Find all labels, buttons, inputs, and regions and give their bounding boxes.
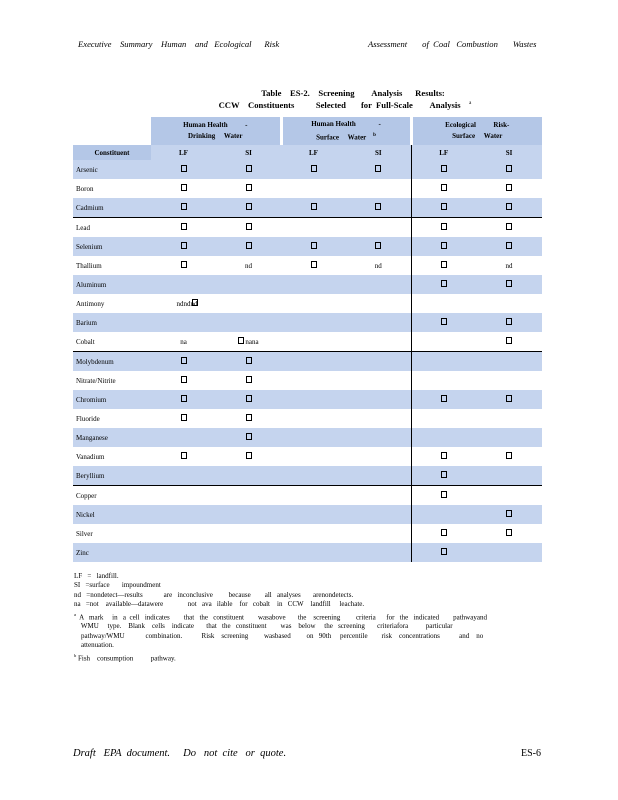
running-header-right: Assessment of Coal Combustion Wastes: [368, 39, 537, 49]
footnote-na: na =not available—datawere not ava ilable for cobalt in CCW landfill leachate.: [74, 600, 365, 609]
footer-disclaimer: Draft EPA document. Do not cite or quote.: [73, 748, 287, 759]
constituent-name: Lead: [73, 218, 151, 238]
exceedance-mark-icon: [311, 203, 317, 210]
result-cell: [411, 371, 476, 390]
result-cell: [346, 294, 411, 313]
footnote-a-sup: a: [74, 611, 76, 617]
result-cell: [281, 486, 346, 506]
group-header-sup: b: [373, 132, 376, 138]
constituent-name: Fluoride: [76, 414, 100, 423]
footnote-a-line1: A mark in a cell indicates that the constituent wasabove the screening criteria for the indicated pathwayand: [76, 612, 487, 621]
exceedance-mark-icon: [506, 395, 512, 402]
table-row: [73, 198, 542, 218]
cell-text-wrap: [176, 299, 198, 308]
result-cell: [151, 447, 216, 466]
group-header-spacer: [73, 117, 151, 145]
exceedance-mark-icon: [441, 548, 447, 555]
constituent-name: Silver: [76, 529, 93, 538]
table-row: [73, 275, 542, 294]
result-cell: [476, 486, 542, 506]
constituent-name: Aluminum: [73, 275, 151, 294]
exceedance-mark-icon: [246, 242, 252, 249]
result-cell: [151, 313, 216, 332]
result-cell: [281, 390, 346, 409]
exceedance-mark-icon: [506, 203, 512, 210]
result-cell: [216, 466, 281, 486]
result-cell: [476, 428, 542, 447]
exceedance-mark-icon: [441, 203, 447, 210]
exceedance-mark-icon: [181, 165, 187, 172]
result-cell: [476, 332, 542, 352]
table-row: [73, 160, 542, 179]
result-cell: [216, 275, 281, 294]
result-cell: [411, 447, 476, 466]
result-cell: [411, 313, 476, 332]
result-cell: [216, 524, 281, 543]
exceedance-mark-icon: [506, 242, 512, 249]
result-cell: [476, 160, 542, 179]
table-row: [73, 466, 542, 486]
result-cell: [476, 313, 542, 332]
result-cell: [216, 313, 281, 332]
subheader-si: SI: [476, 145, 542, 160]
result-cell: [346, 237, 411, 256]
subheader-lf: LF: [411, 145, 476, 160]
group-header-line1: Human Health -: [311, 119, 381, 128]
exceedance-mark-icon: [246, 433, 252, 440]
result-cell: [476, 198, 542, 218]
result-cell: [281, 352, 346, 372]
result-cell: [346, 332, 411, 352]
result-cell: [281, 428, 346, 447]
table-caption-line1: Table ES-2. Screening Analysis Results:: [261, 88, 445, 98]
result-cell: [411, 524, 476, 543]
table-row: [73, 218, 542, 238]
result-cell: [151, 466, 216, 486]
table-row: [73, 390, 542, 409]
exceedance-mark-icon: [506, 318, 512, 325]
result-cell: [346, 198, 411, 218]
result-cell: [216, 179, 281, 198]
footnote-b-sup: b: [74, 652, 77, 658]
result-cell: [476, 237, 542, 256]
result-cell: [216, 371, 281, 390]
result-cell: [476, 275, 542, 294]
result-cell: [411, 428, 476, 447]
result-cell: [216, 428, 281, 447]
table-row: [73, 428, 542, 447]
subheader-lf: LF: [151, 145, 216, 160]
result-cell: [151, 428, 216, 447]
result-cell: [281, 466, 346, 486]
constituent-name: Nitrate/Nitrite: [76, 376, 116, 385]
exceedance-mark-icon: [181, 203, 187, 210]
exceedance-mark-icon: [246, 203, 252, 210]
exceedance-mark-icon: [441, 223, 447, 230]
result-cell: [216, 160, 281, 179]
exceedance-mark-icon: [506, 280, 512, 287]
exceedance-mark-icon: [441, 261, 447, 268]
exceedance-mark-icon: [441, 184, 447, 191]
subheader-si: SI: [216, 145, 281, 160]
constituent-name: Cobalt: [76, 337, 95, 346]
exceedance-mark-icon: [246, 376, 252, 383]
result-cell: [281, 543, 346, 562]
result-cell: [411, 218, 476, 238]
result-cell: [476, 409, 542, 428]
table-row: [73, 447, 542, 466]
result-cell: [281, 524, 346, 543]
constituent-header: Constituent: [73, 145, 151, 160]
result-cell: [151, 198, 216, 218]
cell-text: nana: [245, 338, 259, 346]
exceedance-mark-icon: [181, 357, 187, 364]
group-header-line2: Surface Water: [316, 133, 367, 142]
result-cell: [346, 543, 411, 562]
result-cell: [476, 447, 542, 466]
exceedance-mark-icon: [441, 165, 447, 172]
result-cell: nd: [245, 261, 252, 270]
table-caption-line2-text: CCW Constituents Selected for Full-Scale Analysis: [218, 100, 461, 110]
screening-results-table: [73, 117, 542, 562]
constituent-name: Barium: [73, 313, 151, 332]
exceedance-mark-icon: [246, 414, 252, 421]
table-row: [73, 179, 542, 198]
exceedance-mark-icon: [238, 337, 244, 344]
table-row: [73, 256, 542, 275]
result-cell: [411, 198, 476, 218]
group-header-ecological: [411, 117, 542, 145]
result-cell: [281, 179, 346, 198]
result-cell: [281, 505, 346, 524]
result-cell: [151, 524, 216, 543]
exceedance-mark-icon: [506, 529, 512, 536]
result-cell: [151, 237, 216, 256]
exceedance-mark-icon: [441, 529, 447, 536]
result-cell: [411, 486, 476, 506]
result-cell: [216, 486, 281, 506]
result-cell: [281, 275, 346, 294]
result-cell: [411, 294, 476, 313]
result-cell: [151, 505, 216, 524]
result-cell: [216, 237, 281, 256]
group-header-line1: Ecological Risk-: [445, 121, 510, 129]
footnote-si: SI =surface impoundment: [74, 581, 161, 590]
exceedance-mark-icon: [246, 395, 252, 402]
result-cell: [411, 179, 476, 198]
result-cell: [216, 352, 281, 372]
constituent-name: Zinc: [73, 543, 151, 562]
result-cell: [411, 505, 476, 524]
exceedance-mark-icon: [441, 395, 447, 402]
result-cell: [151, 218, 216, 238]
subheader-si: SI: [346, 145, 411, 160]
footnote-b: [74, 651, 544, 664]
table-footnotes: [74, 572, 544, 663]
result-cell: [476, 524, 542, 543]
result-cell: [281, 447, 346, 466]
footnote-b-text: Fish consumption pathway.: [76, 653, 176, 662]
result-cell: [411, 409, 476, 428]
result-cell: [411, 332, 476, 352]
result-cell: [476, 543, 542, 562]
exceedance-mark-icon: [181, 261, 187, 268]
constituent-name: Vanadium: [76, 452, 105, 461]
constituent-name: Thallium: [76, 261, 102, 270]
result-cell: [151, 179, 216, 198]
result-cell: [281, 371, 346, 390]
result-cell: [476, 294, 542, 313]
result-cell: [476, 371, 542, 390]
exceedance-mark-icon: [311, 242, 317, 249]
result-cell: [346, 371, 411, 390]
result-cell: [346, 466, 411, 486]
result-cell: [346, 160, 411, 179]
constituent-name: Nickel: [73, 505, 151, 524]
exceedance-mark-icon: [246, 223, 252, 230]
result-cell: [216, 543, 281, 562]
result-cell: [476, 505, 542, 524]
result-cell: [411, 237, 476, 256]
result-cell: [151, 486, 216, 506]
result-cell: [346, 179, 411, 198]
table-row: [73, 524, 542, 543]
result-cell: [346, 390, 411, 409]
subheader-row: [73, 145, 542, 160]
result-cell: [476, 352, 542, 372]
result-cell: [411, 466, 476, 486]
result-cell: [216, 294, 281, 313]
result-cell: [346, 218, 411, 238]
result-cell: [281, 237, 346, 256]
running-header-left: Executive Summary Human and Ecological Risk: [78, 39, 280, 49]
result-cell: nd: [374, 261, 382, 270]
exceedance-mark-icon: [181, 414, 187, 421]
exceedance-mark-icon: [506, 337, 512, 344]
result-cell: [151, 409, 216, 428]
constituent-name: Chromium: [73, 390, 151, 409]
table-caption-line2: [36, 100, 618, 110]
footnote-a-line4: attenuation.: [74, 641, 114, 650]
exceedance-mark-icon: [375, 165, 381, 172]
result-cell: [411, 352, 476, 372]
result-cell: [281, 256, 346, 275]
group-header-surface-water: [281, 117, 411, 145]
result-cell: [216, 198, 281, 218]
exceedance-mark-icon: [311, 165, 317, 172]
footnote-a-line2: WMU type. Blank cells indicate that the constituent was below the screening criteriafora particular: [74, 622, 453, 631]
result-cell: [151, 390, 216, 409]
exceedance-mark-icon: [246, 357, 252, 364]
table-row: [73, 409, 542, 428]
exceedance-mark-icon: [181, 242, 187, 249]
exceedance-mark-icon: [506, 165, 512, 172]
exceedance-mark-icon: [506, 223, 512, 230]
footnote-nd: nd =nondetect—results are inconclusive because all analyses arenondetects.: [74, 590, 354, 599]
group-header-line1: Human Health -: [183, 121, 248, 129]
exceedance-mark-icon: [181, 376, 187, 383]
table-row: [73, 486, 542, 506]
exceedance-mark-icon: [181, 223, 187, 230]
result-cell: [346, 313, 411, 332]
result-cell: [476, 390, 542, 409]
result-cell: [411, 275, 476, 294]
exceedance-mark-icon: [441, 242, 447, 249]
result-cell: [346, 428, 411, 447]
table-row: [73, 505, 542, 524]
exceedance-mark-icon: [181, 452, 187, 459]
result-cell: [151, 256, 216, 275]
table-row: [73, 352, 542, 372]
exceedance-mark-icon: [375, 242, 381, 249]
constituent-name: Antimony: [76, 299, 105, 308]
exceedance-mark-icon: [441, 318, 447, 325]
constituent-name: Selenium: [73, 237, 151, 256]
exceedance-mark-icon: [506, 510, 512, 517]
exceedance-mark-icon: [246, 165, 252, 172]
result-cell: [281, 313, 346, 332]
result-cell: [281, 409, 346, 428]
result-cell: [216, 390, 281, 409]
table-row: [73, 294, 542, 313]
result-cell: [346, 275, 411, 294]
constituent-name: Manganese: [73, 428, 151, 447]
result-cell: [216, 505, 281, 524]
footnote-lf: LF = landfill.: [74, 572, 119, 580]
exceedance-mark-icon: [246, 184, 252, 191]
constituent-name: Arsenic: [73, 160, 151, 179]
table-row: [73, 313, 542, 332]
result-cell: [216, 447, 281, 466]
cell-text: ndndnd: [176, 300, 198, 308]
result-cell: [281, 198, 346, 218]
constituent-name: Molybdenum: [73, 352, 151, 372]
exceedance-mark-icon: [506, 184, 512, 191]
footnote-a-line3: pathway/WMU combination. Risk screening wasbased on 90th percentile risk concentrations and no: [74, 631, 484, 640]
result-cell: [151, 275, 216, 294]
result-cell: [411, 160, 476, 179]
constituent-name: Copper: [73, 486, 151, 506]
exceedance-mark-icon: [375, 203, 381, 210]
result-cell: [346, 447, 411, 466]
page-number: ES-6: [521, 748, 541, 759]
table-row: [73, 371, 542, 390]
result-cell: [346, 505, 411, 524]
result-cell: [216, 409, 281, 428]
exceedance-mark-icon: [441, 280, 447, 287]
group-header-drinking-water: [151, 117, 281, 145]
result-cell: [151, 371, 216, 390]
result-cell: [151, 543, 216, 562]
exceedance-mark-icon: [441, 491, 447, 498]
result-cell: na: [180, 337, 187, 346]
result-cell: [411, 256, 476, 275]
table-caption-sup: a: [469, 101, 472, 107]
result-cell: [216, 332, 281, 352]
result-cell: [281, 218, 346, 238]
result-cell: [346, 352, 411, 372]
result-cell: [151, 294, 216, 313]
result-cell: [411, 543, 476, 562]
subheader-lf: LF: [281, 145, 346, 160]
exceedance-mark-icon: [181, 395, 187, 402]
table-row: [73, 543, 542, 562]
cell-text-wrap: [238, 338, 258, 346]
result-cell: [151, 352, 216, 372]
result-cell: [281, 332, 346, 352]
group-header-row: [73, 117, 542, 145]
footnote-a: [74, 610, 544, 623]
table-row: [73, 332, 542, 352]
result-cell: [411, 390, 476, 409]
result-cell: [346, 409, 411, 428]
exceedance-mark-icon: [246, 452, 252, 459]
constituent-name: Cadmium: [73, 198, 151, 218]
result-cell: [216, 218, 281, 238]
constituent-name: Boron: [76, 184, 94, 193]
constituent-name: Beryllium: [73, 466, 151, 486]
exceedance-mark-icon: [441, 471, 447, 478]
result-cell: [476, 218, 542, 238]
result-cell: [476, 179, 542, 198]
exceedance-mark-icon: [441, 452, 447, 459]
table-row: [73, 237, 542, 256]
result-cell: [151, 160, 216, 179]
result-cell: nd: [505, 261, 513, 270]
exceedance-mark-icon: [181, 184, 187, 191]
result-cell: [281, 160, 346, 179]
group-header-line2: Drinking Water: [187, 132, 243, 140]
result-cell: [476, 466, 542, 486]
exceedance-mark-icon: [311, 261, 317, 268]
exceedance-mark-icon: [506, 452, 512, 459]
group-header-line2: Surface Water: [452, 132, 503, 140]
result-cell: [346, 486, 411, 506]
result-cell: [281, 294, 346, 313]
result-cell: [346, 524, 411, 543]
